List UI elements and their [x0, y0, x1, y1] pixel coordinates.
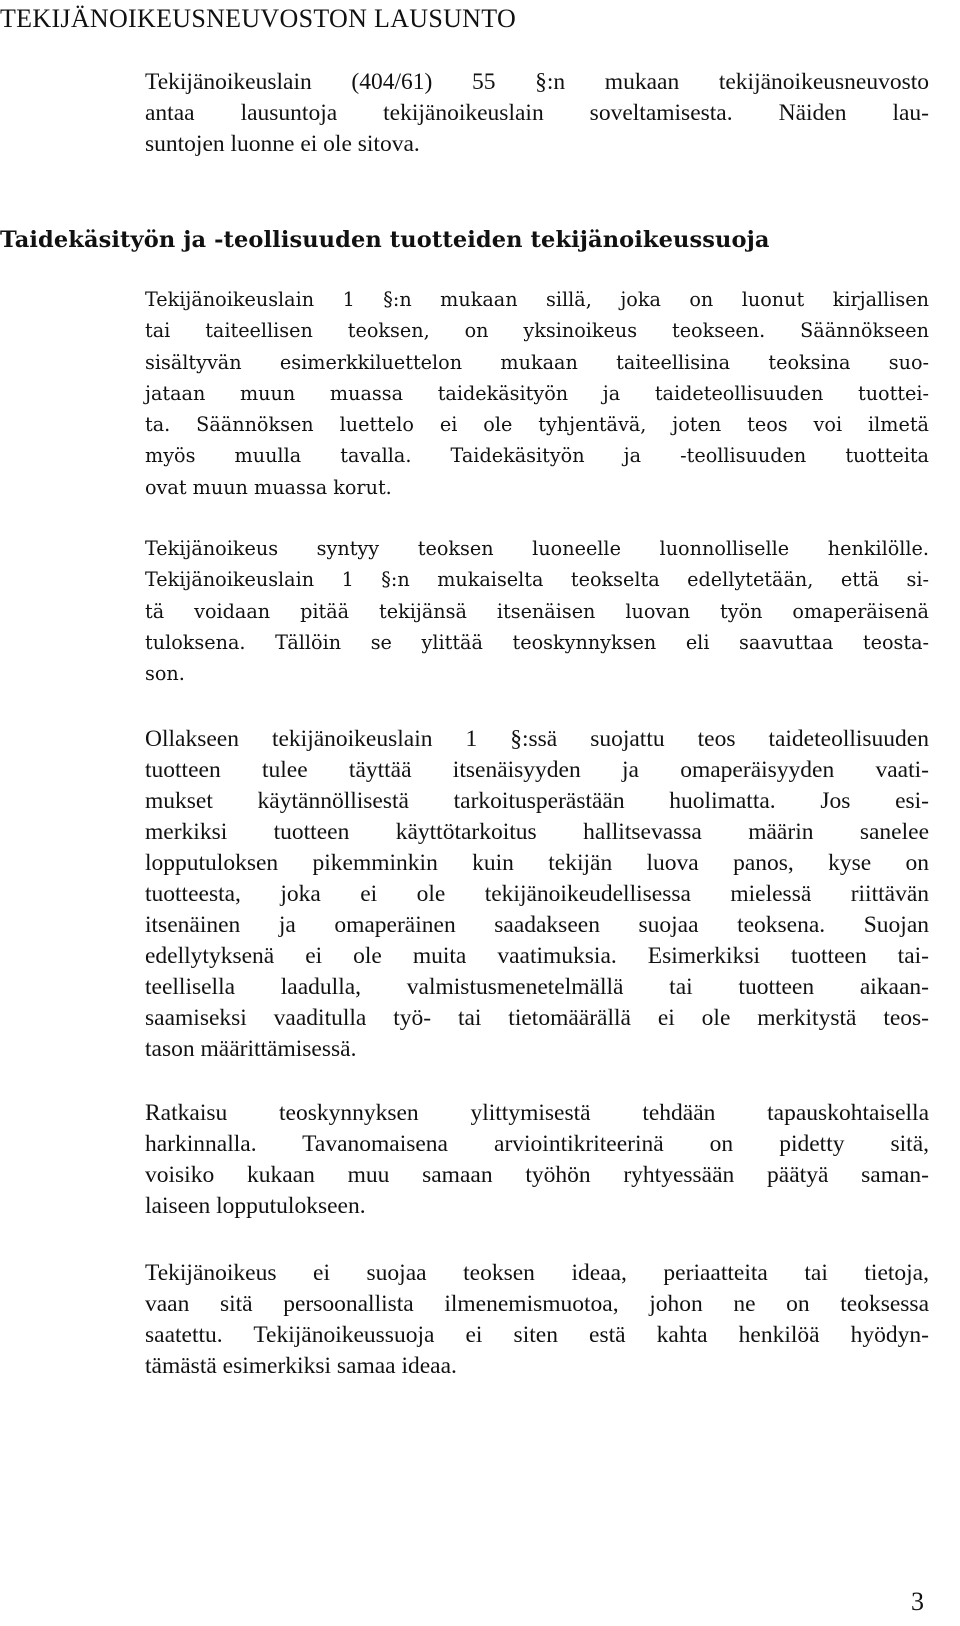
text-line: Tekijänoikeuslain 1 §:n mukaan sillä, joka on luonut kirjallisen: [145, 288, 929, 311]
text-line: suntojen luonne ei ole sitova.: [145, 131, 420, 157]
text-line: tuloksena. Tällöin se ylittää teoskynnyksen eli saavuttaa teosta-: [145, 630, 929, 654]
text-line: harkinnalla. Tavanomaisena arviointikriteerinä on pidetty sitä,: [145, 1131, 929, 1157]
text-line: Ratkaisu teoskynnyksen ylittymisestä tehdään tapauskohtaisella: [145, 1100, 929, 1126]
text-line: ta. Säännöksen luettelo ei ole tyhjentävä, joten teos voi ilmetä: [145, 413, 929, 437]
text-line: tuotteen tulee täyttää itsenäisyyden ja omaperäisyyden vaati-: [145, 757, 929, 783]
text-line: tason määrittämisessä.: [145, 1036, 357, 1062]
text-line: jataan muun muassa taidekäsityön ja taideteollisuuden tuottei-: [145, 381, 929, 405]
page-number: 3: [911, 1587, 924, 1616]
text-line: voisiko kukaan muu samaan työhön ryhtyessään päätyä saman-: [145, 1162, 929, 1188]
paragraph-idea-protection: [145, 1258, 929, 1382]
text-line: Tekijänoikeuslain (404/61) 55 §:n mukaan tekijänoikeusneuvosto: [145, 69, 929, 95]
text-line: teellisella laadulla, valmistusmenetelmällä tai tuotteen aikaan-: [145, 974, 929, 1000]
text-line: vaan sitä persoonallista ilmenemismuotoa, johon ne on teoksessa: [145, 1291, 929, 1317]
text-line: edellytyksenä ei ole muita vaatimuksia. Esimerkiksi tuotteen tai-: [145, 943, 929, 969]
text-line: laiseen lopputulokseen.: [145, 1193, 366, 1219]
text-line: myös muulla tavalla. Taidekäsityön ja -teollisuuden tuotteita: [145, 444, 929, 468]
intro-paragraph: [145, 67, 929, 160]
text-line: Tekijänoikeus ei suojaa teoksen ideaa, periaatteita tai tietoja,: [145, 1260, 929, 1286]
paragraph-industrial-design: [145, 724, 929, 1065]
text-line: tä voidaan pitää tekijänsä itsenäisen luovan työn omaperäisenä: [145, 599, 929, 623]
text-line: sisältyvän esimerkkiluettelon mukaan taiteellisina teoksina suo-: [145, 350, 929, 374]
text-line: mukset käytännöllisestä tarkoitusperästään huolimatta. Jos esi-: [145, 788, 929, 814]
text-line: Tekijänoikeuslain 1 §:n mukaiselta teokselta edellytetään, että si-: [145, 568, 929, 592]
document-title: TEKIJÄNOIKEUSNEUVOSTON LAUSUNTO: [0, 4, 517, 33]
text-line: tämästä esimerkiksi samaa ideaa.: [145, 1353, 457, 1379]
text-line: Ollakseen tekijänoikeuslain 1 §:ssä suojattu teos taideteollisuuden: [145, 726, 929, 752]
text-line: antaa lausuntoja tekijänoikeuslain soveltamisesta. Näiden lau-: [145, 100, 929, 126]
text-line: Tekijänoikeus syntyy teoksen luoneelle luonnolliselle henkilölle.: [145, 537, 929, 560]
text-line: saatettu. Tekijänoikeussuoja ei siten estä kahta henkilöä hyödyn-: [145, 1322, 929, 1348]
text-line: saamiseksi vaaditulla työ- tai tietomäärällä ei ole merkitystä teos-: [145, 1005, 929, 1031]
text-line: lopputuloksen pikemminkin kuin tekijän luova panos, kyse on: [145, 850, 929, 876]
text-line: ovat muun muassa korut.: [145, 475, 392, 499]
paragraph-threshold-assessment: [145, 1098, 929, 1222]
paragraph-work-definition: [145, 284, 929, 503]
section-heading: Taidekäsityön ja -teollisuuden tuotteiden tekijänoikeussuoja: [0, 227, 770, 253]
text-line: tuotteesta, joka ei ole tekijänoikeudellisessa mielessä riittävän: [145, 881, 929, 907]
text-line: tai taiteellisen teoksen, on yksinoikeus teokseen. Säännökseen: [145, 319, 929, 343]
paragraph-originality: [145, 533, 929, 689]
text-line: itsenäinen ja omaperäinen saadakseen suojaa teoksena. Suojan: [145, 912, 929, 938]
text-line: son.: [145, 662, 185, 686]
text-line: merkiksi tuotteen käyttötarkoitus hallitsevassa määrin sanelee: [145, 819, 929, 845]
